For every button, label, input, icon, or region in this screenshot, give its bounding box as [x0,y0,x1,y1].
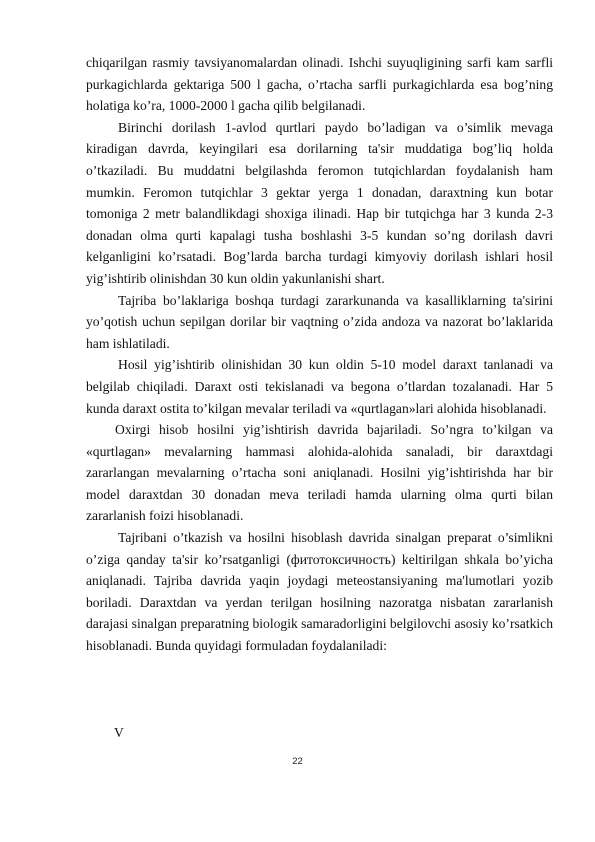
document-body [86,52,553,657]
paragraph-trial-plots: Tajriba bo’laklariga boshqa turdagi zararkunanda va kasalliklarning ta'sirini yo’qotish uchun sepilgan dorilar bir vaqtning o’zida andoza va nazorat bo’laklarida ham ishlatiladi. [86,292,553,351]
formula-variable: V [114,725,124,740]
paragraph-phytotoxicity: Tajribani o’tkazish va hosilni hisoblash davrida sinalgan preparat o’simlikni o’ziga qanday ta'sir ko’rsatganligi (фитотоксичность) keltirilgan shkala bo’yicha aniqlanadi. Tajriba davrida yaqin joydagi meteostansiyaning ma'lumotlari yozib boriladi. Daraxtdan va yerdan terilgan hosilning nazoratga nisbatan zararlanish darajasi sinalgan preparatning biologik samaradorligini belgilovchi asosiy ko’rsatkich hisoblanadi. Bunda quyidagi formuladan foydalaniladi: [86,530,553,654]
paragraph-first-spraying: Birinchi dorilash 1-avlod qurtlari paydo bo’ladigan va o’simlik mevaga kiradigan davrda, keyingilari esa dorilarning ta'sir muddatiga bog’liq holda o’tkaziladi. Bu muddatni belgilashda feromon tutqichlardan foydalanish ham mumkin. Feromon tutqichlar 3 gektar yerga 1 donadan, daraxtning kun botar tomoniga 2 metr balandlikdagi shoxiga ilinadi. Hap bir tutqichga har 3 kunda 2-3 donadan olma qurti kapalagi tusha boshlashi 3-5 kundan so’ng dorilash davri kelganligini ko’rsatadi. Bog’larda barcha turdagi kimyoviy dorilash ishlari hosil yig’ishtirib olinishdan 30 kun oldin yakunlanishi shart. [86,119,553,286]
paragraph-continuation: chiqarilgan rasmiy tavsiyanomalardan olinadi. Ishchi suyuqligining sarfi kam sarfli purkagichlarda gektariga 500 l gacha, o’rtacha sarfli purkagichlarda esa bog’ning holatiga ko’ra, 1000-2000 l gacha qilib belgilanadi. [86,55,553,114]
paragraph-model-trees: Hosil yig’ishtirib olinishidan 30 kun oldin 5-10 model daraxt tanlanadi va belgilab chiqiladi. Daraxt osti tekislanadi va begona o’tlardan tozalanadi. Har 5 kunda daraxt ostita to’kilgan mevalar teriladi va «qurtlagan»lari alohida hisoblanadi. [86,357,553,416]
page-number: 22 [292,756,303,767]
paragraph-final-count: Oxirgi hisob hosilni yig’ishtirish davrida bajariladi. So’ngra to’kilgan va «qurtlagan» mevalarning hammasi alohida-alohida sanaladi, bir daraxtdagi zararlangan mevalarning o’rtacha soni aniqlanadi. Hosilni yig’ishtirishda har bir model daraxtdan 30 donadan meva teriladi hamda ularning olma qurti bilan zararlanish foizi hisoblanadi. [86,422,553,524]
